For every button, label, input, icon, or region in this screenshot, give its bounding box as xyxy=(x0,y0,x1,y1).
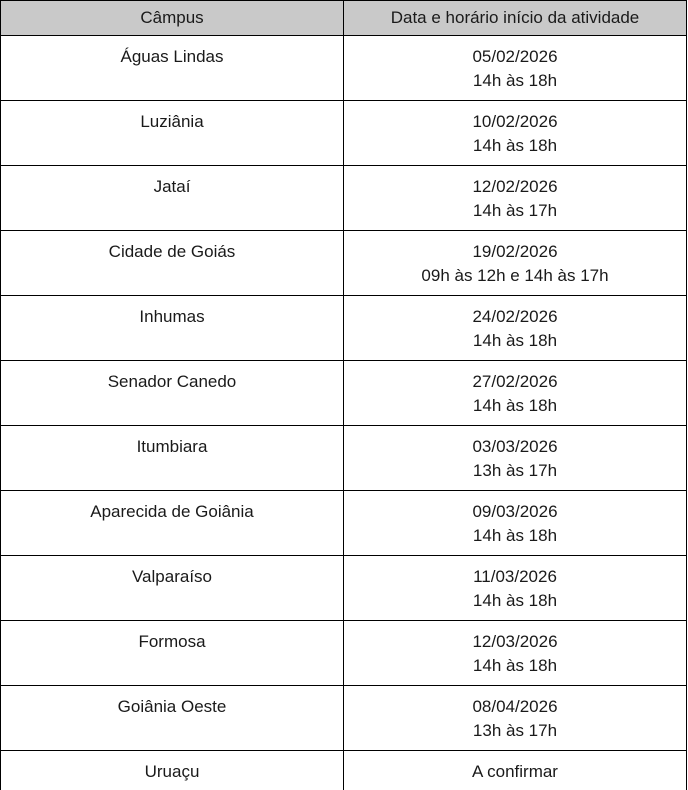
schedule-cell xyxy=(344,751,687,790)
table-row xyxy=(1,686,687,751)
activity-time: 14h às 18h xyxy=(472,331,558,350)
table-row xyxy=(1,426,687,491)
schedule-cell xyxy=(344,556,687,621)
activity-date: 10/02/2026 xyxy=(472,112,558,131)
activity-time: 14h às 18h xyxy=(472,656,558,675)
campus-cell: Luziânia xyxy=(1,101,344,166)
header-campus: Câmpus xyxy=(1,1,344,36)
activity-date: 12/02/2026 xyxy=(472,177,558,196)
campus-cell: Senador Canedo xyxy=(1,361,344,426)
activity-time: 13h às 17h xyxy=(472,461,558,480)
table-body xyxy=(1,36,687,790)
table-row xyxy=(1,361,687,426)
activity-time: 14h às 18h xyxy=(472,71,558,90)
schedule-cell xyxy=(344,426,687,491)
activity-time: 14h às 17h xyxy=(472,201,558,220)
campus-cell: Itumbiara xyxy=(1,426,344,491)
activity-date: 05/02/2026 xyxy=(472,47,558,66)
activity-date: 12/03/2026 xyxy=(472,632,558,651)
activity-date: 08/04/2026 xyxy=(472,697,558,716)
schedule-cell xyxy=(344,231,687,296)
activity-date: 03/03/2026 xyxy=(472,437,558,456)
table-row xyxy=(1,621,687,686)
schedule-cell xyxy=(344,361,687,426)
schedule-cell xyxy=(344,686,687,751)
activity-date: A confirmar xyxy=(472,762,558,781)
campus-cell: Cidade de Goiás xyxy=(1,231,344,296)
table-row xyxy=(1,231,687,296)
table-row xyxy=(1,36,687,101)
activity-time: 09h às 12h e 14h às 17h xyxy=(421,266,609,285)
campus-cell: Valparaíso xyxy=(1,556,344,621)
campus-cell: Jataí xyxy=(1,166,344,231)
table-row xyxy=(1,491,687,556)
campus-cell: Formosa xyxy=(1,621,344,686)
campus-cell: Uruaçu xyxy=(1,751,344,790)
schedule-cell xyxy=(344,621,687,686)
table-header-row xyxy=(1,1,687,36)
campus-cell: Aparecida de Goiânia xyxy=(1,491,344,556)
table-row xyxy=(1,751,687,790)
activity-time: 13h às 17h xyxy=(472,721,558,740)
schedule-cell xyxy=(344,166,687,231)
activity-time: 14h às 18h xyxy=(472,396,558,415)
table-row xyxy=(1,556,687,621)
campus-cell: Goiânia Oeste xyxy=(1,686,344,751)
activity-date: 09/03/2026 xyxy=(472,502,558,521)
schedule-cell xyxy=(344,101,687,166)
activity-date: 19/02/2026 xyxy=(472,242,558,261)
activity-time: 14h às 18h xyxy=(472,591,558,610)
campus-cell: Águas Lindas xyxy=(1,36,344,101)
schedule-cell xyxy=(344,36,687,101)
table-row xyxy=(1,101,687,166)
activity-date: 24/02/2026 xyxy=(472,307,558,326)
campus-cell: Inhumas xyxy=(1,296,344,361)
table-row xyxy=(1,166,687,231)
header-schedule: Data e horário início da atividade xyxy=(344,1,687,36)
activity-time: 14h às 18h xyxy=(472,526,558,545)
schedule-cell xyxy=(344,296,687,361)
table-row xyxy=(1,296,687,361)
activity-date: 27/02/2026 xyxy=(472,372,558,391)
activity-date: 11/03/2026 xyxy=(473,567,557,586)
activity-time: 14h às 18h xyxy=(472,136,558,155)
schedule-cell xyxy=(344,491,687,556)
